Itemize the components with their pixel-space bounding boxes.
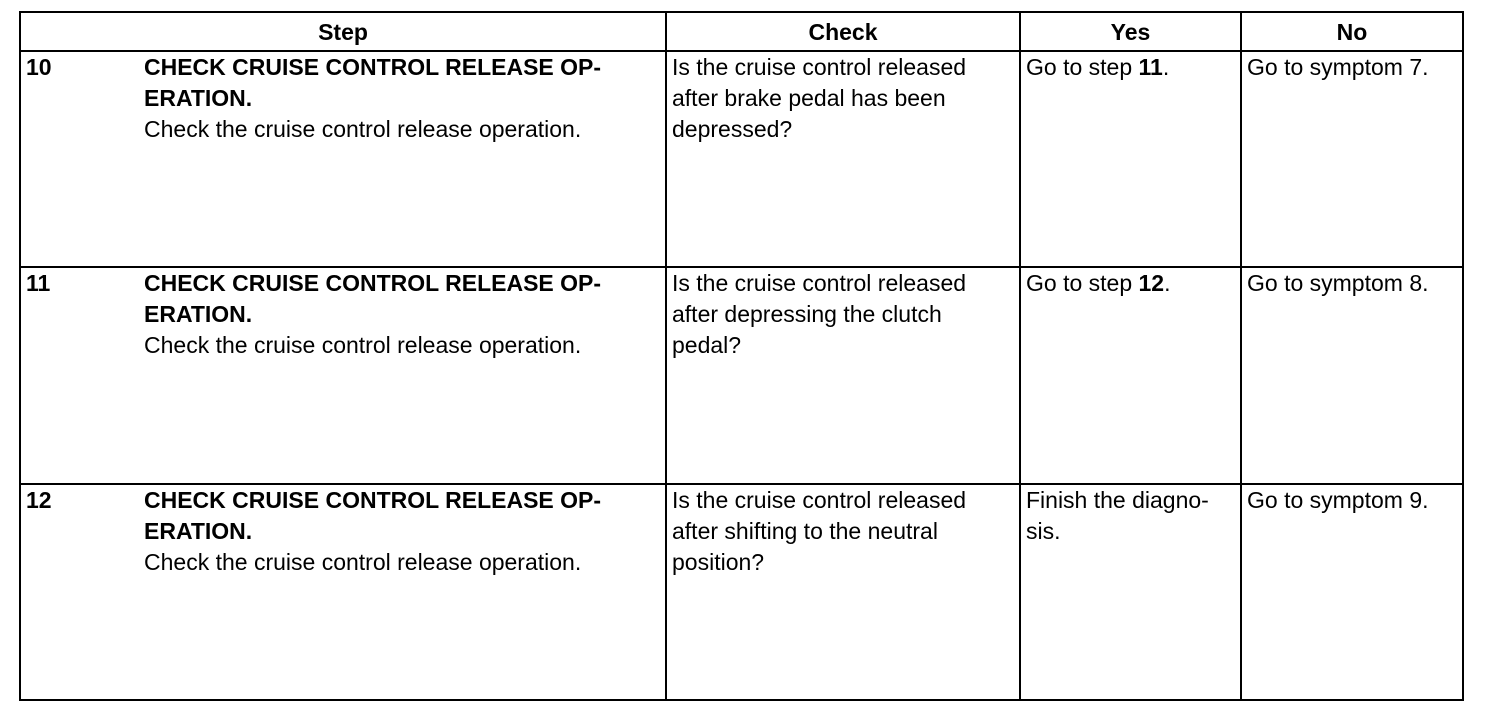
step-number: 12: [26, 486, 52, 513]
yes-step-ref: 12: [1138, 270, 1165, 297]
step-description: Check the cruise control release operation.: [144, 332, 582, 359]
yes-suffix: .: [1164, 270, 1171, 297]
step-cell: [20, 267, 666, 483]
diagnostic-table: [19, 11, 1464, 701]
step-description: Check the cruise control release operation.: [144, 548, 582, 575]
step-body: [21, 485, 665, 578]
step-title-line2: ERATION.: [144, 517, 253, 544]
step-number: 11: [26, 270, 51, 297]
yes-line1: Finish the diagno-: [1026, 486, 1209, 513]
yes-suffix: .: [1162, 54, 1170, 80]
step-cell: [20, 484, 666, 700]
check-cell: Is the cruise control released after brake pedal has been depressed?: [666, 51, 1020, 267]
no-cell: Go to symptom 8.: [1241, 267, 1463, 483]
step-title-line2: ERATION.: [144, 301, 253, 328]
step-title: [144, 485, 661, 547]
step-body: [21, 268, 665, 361]
step-cell: [20, 51, 666, 267]
yes-cell: [1020, 267, 1241, 483]
no-cell: Go to symptom 7.: [1241, 51, 1463, 267]
header-no: No: [1241, 12, 1463, 51]
yes-prefix: Go to step: [1026, 270, 1139, 297]
step-title-line1: CHECK CRUISE CONTROL RELEASE OP-: [144, 54, 602, 80]
step-title-line1: CHECK CRUISE CONTROL RELEASE OP-: [144, 486, 602, 513]
step-title: [144, 268, 661, 330]
check-cell: Is the cruise control released after depressing the clutch pedal?: [666, 267, 1020, 483]
check-cell: Is the cruise control released after shifting to the neutral position?: [666, 484, 1020, 700]
yes-prefix: Go to step: [1026, 54, 1139, 80]
step-description: Check the cruise control release operation.: [144, 116, 582, 142]
yes-line2: sis.: [1026, 517, 1061, 544]
step-title-line2: ERATION.: [144, 85, 253, 111]
header-yes: Yes: [1020, 12, 1241, 51]
no-cell: Go to symptom 9.: [1241, 484, 1463, 700]
table-row: [20, 51, 1463, 267]
yes-cell: [1020, 51, 1241, 267]
header-step: Step: [20, 12, 666, 51]
yes-step-ref: 11: [1138, 54, 1163, 80]
table-row: [20, 267, 1463, 483]
step-number: 10: [26, 54, 52, 80]
step-title: [144, 52, 661, 114]
step-title-line1: CHECK CRUISE CONTROL RELEASE OP-: [144, 270, 602, 297]
yes-cell: [1020, 484, 1241, 700]
table-row: [20, 484, 1463, 700]
header-check: Check: [666, 12, 1020, 51]
table-header-row: [20, 12, 1463, 51]
step-body: [21, 52, 665, 145]
